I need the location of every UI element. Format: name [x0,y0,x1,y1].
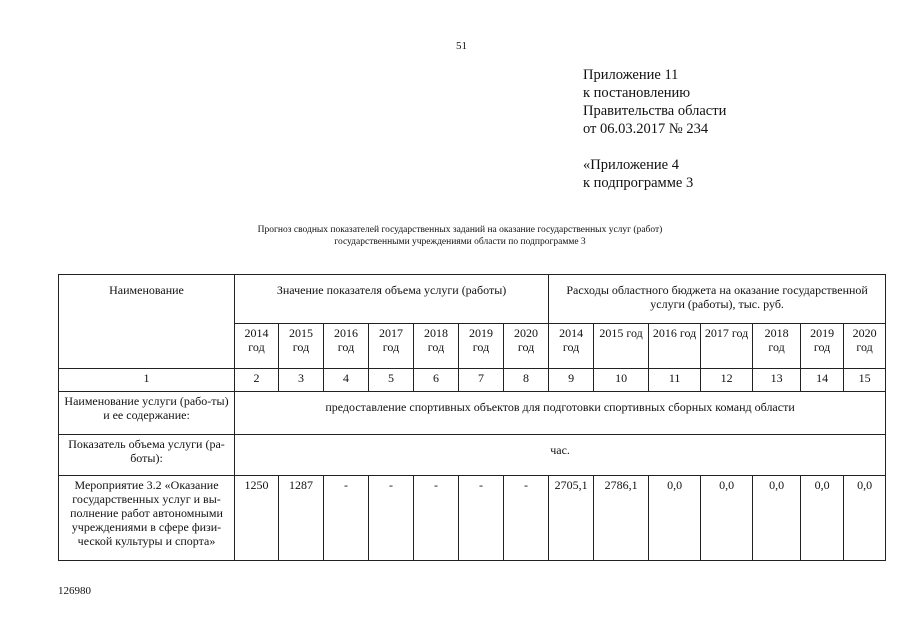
event-value-cell: 1287 [279,476,324,561]
column-number: 10 [594,369,649,392]
service-row-value: предоставление спортивных объектов для подготовки спортивных сборных команд области [235,392,886,435]
volume-year-header: 2019 год [459,324,504,369]
column-number: 14 [801,369,844,392]
budget-year-header: 2016 год [649,324,701,369]
budget-year-header: 2018 год [753,324,801,369]
group-header-budget: Расходы областного бюджета на оказание государственной услуги (работы), тыс. руб. [549,275,886,324]
event-value-cell: - [369,476,414,561]
event-value-cell: - [324,476,369,561]
appendix-line: Приложение 11 [583,67,679,83]
column-number: 5 [369,369,414,392]
budget-year-header: 2017 год [701,324,753,369]
event-value-cell: 0,0 [701,476,753,561]
service-row-label: Наименование услуги (рабо-ты) и ее содержание: [59,392,235,435]
page-number: 51 [456,40,467,52]
event-value-cell: 0,0 [649,476,701,561]
appendix-sub-line: к подпрограмме 3 [583,175,694,191]
title-line-2: государственными учреждениями области по подпрограмме 3 [334,237,586,247]
budget-year-header: 2015 год [594,324,649,369]
volume-year-header: 2018 год [414,324,459,369]
appendix-sub-line: «Приложение 4 [583,157,679,173]
budget-year-header: 2019 год [801,324,844,369]
forecast-table [58,274,886,561]
appendix-line: к постановлению [583,85,691,101]
column-number: 6 [414,369,459,392]
column-number: 1 [59,369,235,392]
event-value-cell: - [459,476,504,561]
volume-year-header: 2020 год [504,324,549,369]
group-header-volume: Значение показателя объема услуги (работы) [235,275,549,324]
appendix-line: от 06.03.2017 № 234 [583,121,709,137]
column-number: 15 [844,369,886,392]
volume-year-header: 2015 год [279,324,324,369]
indicator-row-label: Показатель объема услуги (ра-боты): [59,435,235,476]
volume-year-header: 2014 год [235,324,279,369]
budget-year-header: 2014 год [549,324,594,369]
column-number: 13 [753,369,801,392]
event-row-label: Мероприятие 3.2 «Оказание государственных услуг и вы-полнение работ автономными учреждениями в сфере физи-ческой культуры и спорта» [59,476,235,561]
column-number: 9 [549,369,594,392]
document-title [210,224,710,248]
column-number: 8 [504,369,549,392]
column-number: 3 [279,369,324,392]
column-number: 12 [701,369,753,392]
event-value-cell: 2705,1 [549,476,594,561]
title-line-1: Прогноз сводных показателей государственных заданий на оказание государственных услуг (работ) [257,225,663,235]
event-value-cell: - [504,476,549,561]
volume-year-header: 2017 год [369,324,414,369]
volume-year-header: 2016 год [324,324,369,369]
event-value-cell: 1250 [235,476,279,561]
appendix-line: Правительства области [583,103,727,119]
event-value-cell: 0,0 [801,476,844,561]
indicator-row-value: час. [235,435,886,476]
document-code: 126980 [58,585,91,597]
event-value-cell: 0,0 [753,476,801,561]
column-number: 2 [235,369,279,392]
column-header-name: Наименование [59,275,235,369]
event-value-cell: 2786,1 [594,476,649,561]
column-number: 4 [324,369,369,392]
column-number: 11 [649,369,701,392]
appendix-block [583,66,726,192]
event-value-cell: - [414,476,459,561]
budget-year-header: 2020 год [844,324,886,369]
column-number: 7 [459,369,504,392]
event-value-cell: 0,0 [844,476,886,561]
